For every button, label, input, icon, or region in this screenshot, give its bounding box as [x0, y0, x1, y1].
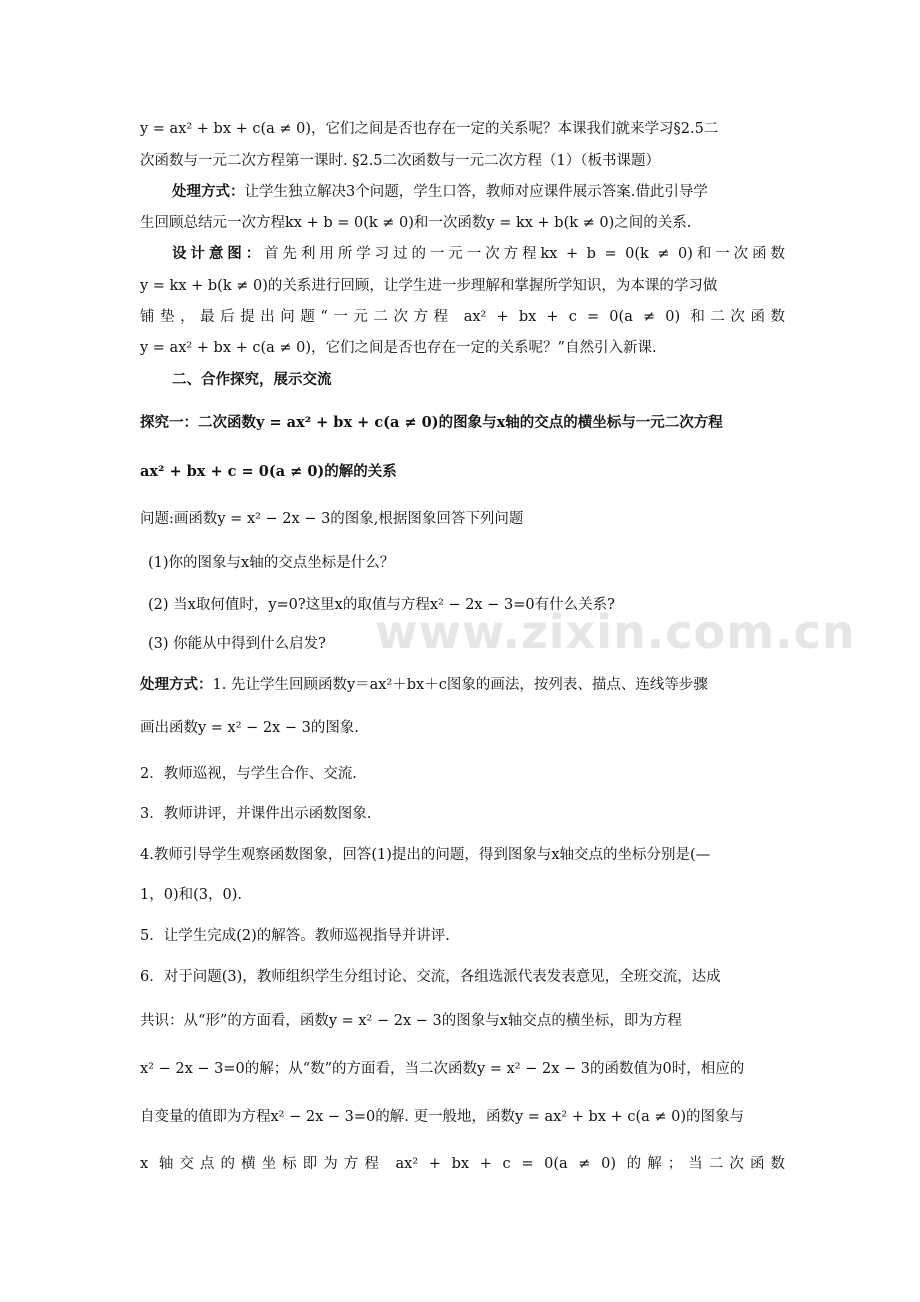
- paragraph-line: [172, 181, 785, 203]
- text-line: 生回顾总结元一次方程kx + b = 0(k ≠ 0)和一次函数y = kx + b(k ≠ 0)之间的关系.: [140, 215, 692, 231]
- question-1: (1)你的图象与x轴的交点坐标是什么？: [148, 555, 395, 571]
- step-6-cont: 自变量的值即为方程x² − 2x − 3=0的解. 更一般地，函数y = ax² + bx + c(a ≠ 0)的图象与: [140, 1109, 745, 1125]
- text-line: y = kx + b(k ≠ 0)的关系进行回顾，让学生进一步理解和掌握所学知识，为本课的学习做: [140, 278, 718, 294]
- paragraph-line: [140, 674, 785, 696]
- step-3: 3．教师讲评，并课件出示函数图象.: [140, 806, 372, 822]
- question-3: (3) 你能从中得到什么启发?: [148, 636, 326, 652]
- text-span: 首先利用所学习过的一元一次方程kx + b = 0(k ≠ 0)和一次函数: [264, 246, 785, 262]
- paragraph-line: [172, 243, 785, 265]
- step-6: 6．对于问题(3)，教师组织学生分组讨论、交流，各组选派代表发表意见，全班交流，达成: [140, 969, 721, 985]
- question-2: (2) 当x取何值时，y=0?这里x的取值与方程x² − 2x − 3=0有什么关系?: [148, 597, 615, 613]
- section-heading: 二、合作探究，展示交流: [172, 371, 332, 388]
- step-6-cont: 共识：从“形”的方面看，函数y = x² − 2x − 3的图象与x轴交点的横坐标，即为方程: [140, 1013, 682, 1029]
- step-5: 5．让学生完成(2)的解答。教师巡视指导并讲评.: [140, 928, 450, 944]
- step-4: 4.教师引导学生观察函数图象，回答(1)提出的问题，得到图象与x轴交点的坐标分别是(—: [140, 847, 711, 863]
- exploration-heading: 探究一：二次函数y = ax² + bx + c(a ≠ 0)的图象与x轴的交点的横坐标与一元二次方程: [140, 414, 723, 431]
- step-6-cont: x 轴交点的横坐标即为方程 ax² + bx + c = 0(a ≠ 0) 的解；当二次函数: [140, 1156, 785, 1172]
- text-span: 1. 先让学生回顾函数y＝ax²＋bx＋c图象的画法，按列表、描点、连线等步骤: [212, 677, 708, 693]
- question-intro: 问题:画函数y = x² − 2x − 3的图象,根据图象回答下列问题: [140, 511, 524, 527]
- label-method: 处理方式：: [172, 183, 245, 200]
- label-design: 设计意图：: [172, 245, 265, 262]
- exploration-heading-cont: ax² + bx + c = 0(a ≠ 0)的解的关系: [140, 463, 397, 480]
- text-line: 铺垫，最后提出问题“一元二次方程 ax² + bx + c = 0(a ≠ 0) 和二次函数: [140, 309, 785, 325]
- text-line: 次函数与一元二次方程第一课时. §2.5二次函数与一元二次方程（1）（板书课题）: [140, 153, 661, 169]
- text-line: y = ax² + bx + c(a ≠ 0)，它们之间是否也存在一定的关系呢？本课我们就来学习§2.5二: [140, 121, 719, 137]
- step-6-cont: x² − 2x − 3=0的解；从“数”的方面看，当二次函数y = x² − 2x − 3的函数值为0时，相应的: [140, 1061, 745, 1077]
- watermark: www.zixin.com.cn: [375, 605, 856, 659]
- label-method: 处理方式：: [140, 676, 213, 693]
- text-span: 让学生独立解决3个问题，学生口答，教师对应课件展示答案.借此引导学: [244, 184, 708, 200]
- step-2: 2．教师巡视，与学生合作、交流.: [140, 766, 357, 782]
- text-line: 画出函数y = x² − 2x − 3的图象.: [140, 720, 360, 736]
- step-4-cont: 1，0)和(3，0).: [140, 887, 242, 903]
- text-line: y = ax² + bx + c(a ≠ 0)，它们之间是否也存在一定的关系呢？”自然引入新课.: [140, 340, 657, 356]
